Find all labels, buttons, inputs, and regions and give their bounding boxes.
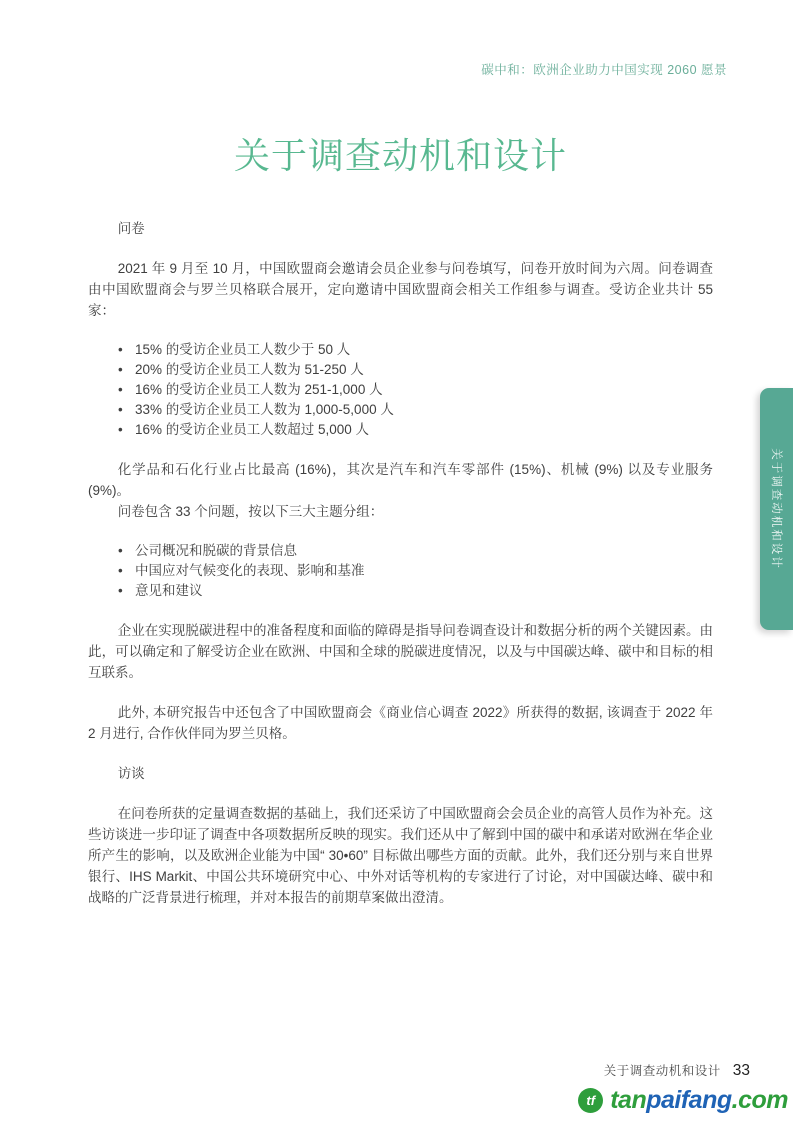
paragraph-line: 问卷包含 33 个问题，按以下三大主题分组： <box>117 504 384 519</box>
main-text-column <box>88 218 713 927</box>
logo-text-part-paifang: paifang <box>646 1086 732 1114</box>
section-heading-interviews: 访谈 <box>117 766 145 781</box>
page-number: 33 <box>732 1062 750 1079</box>
tanpaifang-logo[interactable] <box>578 1086 788 1115</box>
tanpaifang-logo-text <box>610 1086 788 1115</box>
chapter-side-tab[interactable] <box>760 388 793 630</box>
paragraph-interviews: 在问卷所获的定量调查数据的基础上，我们还采访了中国欧盟商会会员企业的高管人员作为补充。这些访谈进一步印证了调查中各项数据所反映的现实。我们还从中了解到中国的碳中和承诺对欧洲在华企业所产生的影响，以及欧洲企业能为中国“ 30•60” 目标做出哪些方面的贡献。此外，我们还分别与来自世界银行、IHS Markit、中国公共环境研究中心、中外对话等机构的专家进行了讨论，对中国碳达峰、碳中和战略的广泛背景进行梳理，并对本报告的前期草案做出澄清。 <box>88 806 713 905</box>
tanpaifang-logo-icon: tf <box>578 1088 603 1113</box>
running-header: 碳中和：欧洲企业助力中国实现 2060 愿景 <box>481 63 727 77</box>
paragraph-industry-breakdown <box>88 459 713 522</box>
bullet-list-question-themes <box>88 541 713 601</box>
list-item: • 20% 的受访企业员工人数为 51-250 人 <box>88 360 713 380</box>
logo-text-part-com: .com <box>731 1086 788 1114</box>
list-item: • 16% 的受访企业员工人数超过 5,000 人 <box>88 420 713 440</box>
paragraph-line: 化学品和石化行业占比最高 (16%)，其次是汽车和汽车零部件 (15%)、机械 (9%) 以及专业服务 (9%)。 <box>88 462 713 498</box>
bullet-list-company-size <box>88 340 713 440</box>
page-title: 关于调查动机和设计 <box>233 135 567 176</box>
list-item: • 意见和建议 <box>88 581 713 601</box>
list-item: • 16% 的受访企业员工人数为 251-1,000 人 <box>88 380 713 400</box>
section-heading-questionnaire: 问卷 <box>117 221 145 236</box>
list-item: • 公司概况和脱碳的背景信息 <box>88 541 713 561</box>
list-item: • 中国应对气候变化的表现、影响和基准 <box>88 561 713 581</box>
paragraph-key-factors: 企业在实现脱碳进程中的准备程度和面临的障碍是指导问卷调查设计和数据分析的两个关键因素。由此，可以确定和了解受访企业在欧洲、中国和全球的脱碳进度情况，以及与中国碳达峰、碳中和目标的相互联系。 <box>88 623 713 680</box>
paragraph-bcs-data: 此外, 本研究报告中还包含了中国欧盟商会《商业信心调查 2022》所获得的数据, 该调查于 2022 年 2 月进行, 合作伙伴同为罗兰贝格。 <box>88 705 713 741</box>
paragraph-survey-overview: 2021 年 9 月至 10 月，中国欧盟商会邀请会员企业参与问卷填写，问卷开放时间为六周。问卷调查由中国欧盟商会与罗兰贝格联合展开，定向邀请中国欧盟商会相关工作组参与调查。受访企业共计 55 家： <box>88 261 713 318</box>
footer-section-name: 关于调查动机和设计 <box>603 1064 721 1078</box>
list-item: • 15% 的受访企业员工人数少于 50 人 <box>88 340 713 360</box>
logo-text-part-tan: tan <box>610 1086 647 1114</box>
list-item: • 33% 的受访企业员工人数为 1,000-5,000 人 <box>88 400 713 420</box>
footer <box>604 1061 750 1080</box>
chapter-side-tab-label: 关于调查动机和设计 <box>769 448 782 570</box>
